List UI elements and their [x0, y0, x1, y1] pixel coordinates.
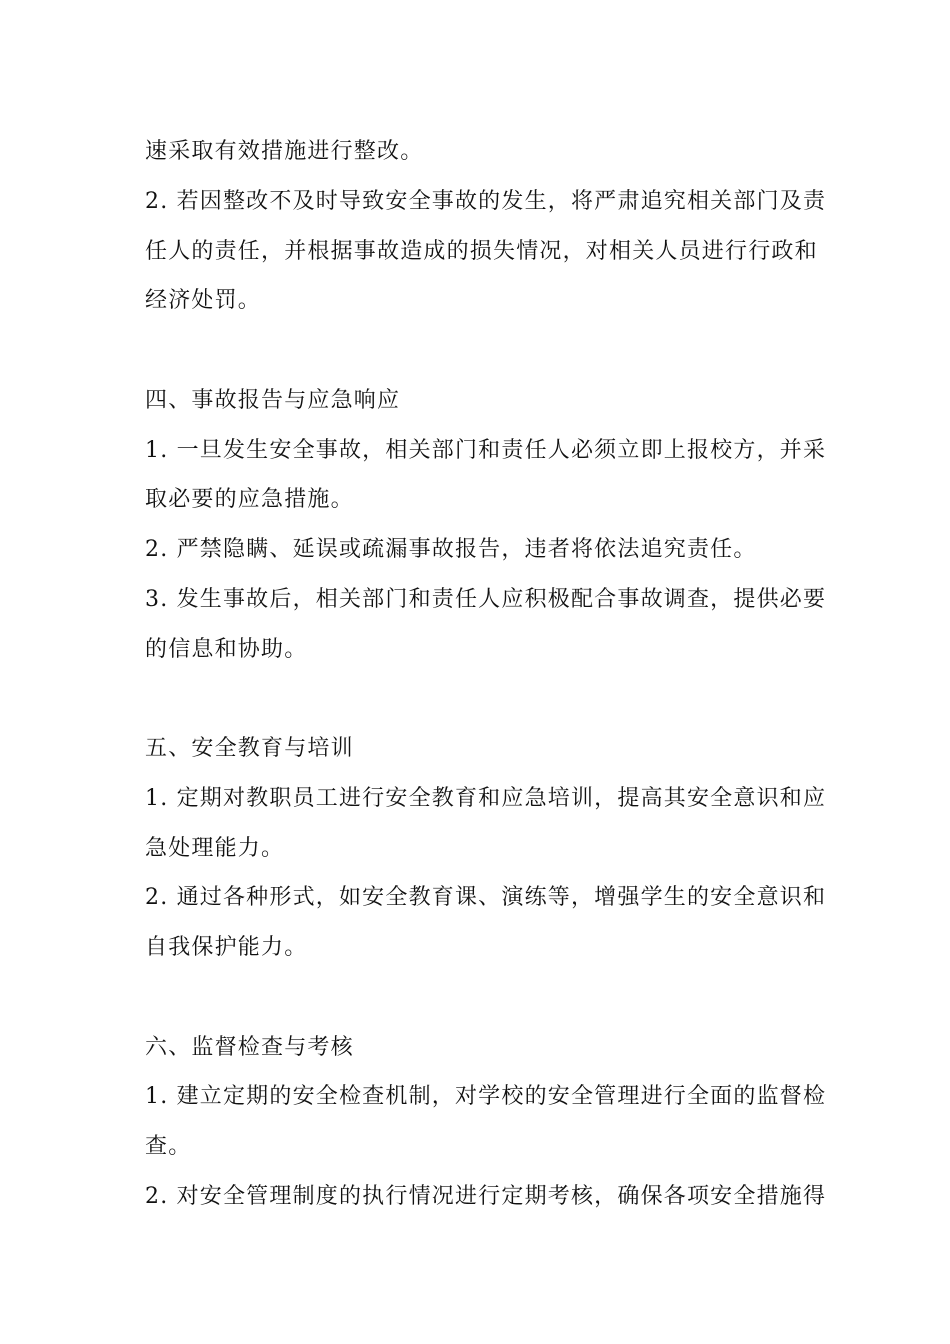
- paragraph-line: 取必要的应急措施。: [145, 487, 354, 512]
- paragraph-line: 3. 发生事故后，相关部门和责任人应积极配合事故调查，提供必要: [145, 587, 827, 612]
- paragraph-line: 2. 通过各种形式，如安全教育课、演练等，增强学生的安全意识和: [145, 885, 827, 910]
- paragraph-line: 1. 定期对教职员工进行安全教育和应急培训，提高其安全意识和应: [145, 786, 827, 811]
- paragraph-line: 任人的责任，并根据事故造成的损失情况，对相关人员进行行政和: [145, 239, 818, 264]
- paragraph-line: 1. 一旦发生安全事故，相关部门和责任人必须立即上报校方，并采: [145, 438, 827, 463]
- paragraph-line: 的信息和协助。: [145, 637, 308, 662]
- paragraph-line: 经济处罚。: [145, 288, 262, 313]
- section-heading: 四、事故报告与应急响应: [145, 388, 401, 413]
- paragraph-line: 2. 对安全管理制度的执行情况进行定期考核，确保各项安全措施得: [145, 1184, 827, 1209]
- paragraph-line: 查。: [145, 1134, 192, 1159]
- section-heading: 六、监督检查与考核: [145, 1035, 354, 1060]
- paragraph-line: 2. 严禁隐瞒、延误或疏漏事故报告，违者将依法追究责任。: [145, 537, 757, 562]
- section-heading: 五、安全教育与培训: [145, 736, 354, 761]
- paragraph-line: 1. 建立定期的安全检查机制，对学校的安全管理进行全面的监督检: [145, 1084, 827, 1109]
- paragraph-line: 急处理能力。: [145, 836, 285, 861]
- paragraph-line: 自我保护能力。: [145, 935, 308, 960]
- paragraph-line: 2. 若因整改不及时导致安全事故的发生，将严肃追究相关部门及责: [145, 189, 827, 214]
- paragraph-line: 速采取有效措施进行整改。: [145, 139, 424, 164]
